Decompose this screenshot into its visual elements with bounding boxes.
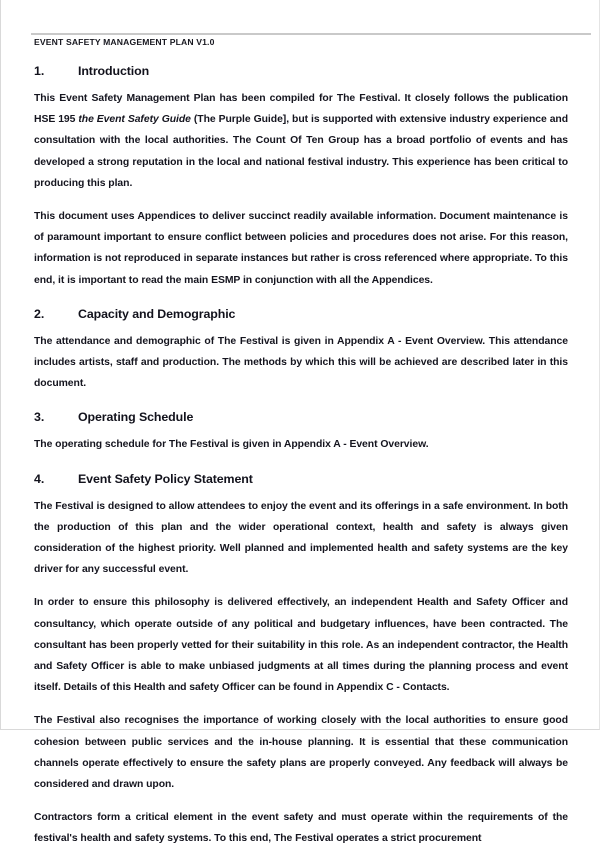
text-run: This Event Safety Management Plan has been compiled for The Festival. It closely follows the publication HSE 195 xyxy=(34,93,568,126)
paragraph-spacer xyxy=(34,795,568,807)
document-body xyxy=(34,62,568,850)
heading-spacer xyxy=(34,80,568,88)
section-heading xyxy=(34,408,568,426)
section-heading xyxy=(34,470,568,488)
section-heading xyxy=(34,62,568,80)
paragraph-spacer xyxy=(34,194,568,206)
section-title: Introduction xyxy=(78,64,150,78)
paragraph-spacer xyxy=(34,698,568,710)
text-run: Contractors form a critical element in the event safety and must operate within the requirements of the festival's health and safety systems. To this end, The Festival operates a strict procurement xyxy=(34,812,568,845)
body-paragraph xyxy=(34,88,568,194)
section-number: 4. xyxy=(34,471,45,486)
section-number: 3. xyxy=(34,410,45,425)
section-number: 2. xyxy=(34,306,45,321)
header-divider-rule xyxy=(31,33,591,35)
body-paragraph xyxy=(34,807,568,849)
body-paragraph xyxy=(34,710,568,795)
section-spacer xyxy=(34,394,568,408)
body-paragraph xyxy=(34,434,568,455)
text-run: The attendance and demographic of The Festival is given in Appendix A - Event Overview. This attendance includes artists, staff and production. The methods by which this will be achieved are described later in this document. xyxy=(34,335,568,390)
section-spacer xyxy=(34,456,568,470)
section-title: Operating Schedule xyxy=(78,410,194,425)
body-paragraph xyxy=(34,496,568,581)
section-heading xyxy=(34,305,568,323)
body-paragraph xyxy=(34,592,568,698)
heading-spacer xyxy=(34,488,568,496)
section-spacer xyxy=(34,291,568,305)
text-run: This document uses Appendices to deliver succinct readily available information. Document maintenance is of paramount important to ensure conflict between policies and procedures does not arise. For this reason, information is not reproduced in separate instances but rather is cross referenced where appropriate. To this end, it is important to read the main ESMP in conjunction with all the Appendices. xyxy=(34,211,568,286)
text-run: (The Purple Guide], but is supported with extensive industry experience and consultation with the local authorities. The Count Of Ten Group has a broad portfolio of events and has developed a strong reputation in the local and national festival industry. This experience has been critical to producing this plan. xyxy=(34,114,569,189)
section-number: 1. xyxy=(34,64,45,78)
text-run: The operating schedule for The Festival is given in Appendix A - Event Overview. xyxy=(34,439,429,451)
text-run: In order to ensure this philosophy is delivered effectively, an independent Health and Safety Officer and consultancy, which operate outside of any political and budgetary influences, have been contracted. The consultant has been properly vetted for their suitability in this role. As an independent contractor, the Health and Safety Officer is able to make unbiased judgments at all times during the planning process and event itself. Details of this Health and safety Officer can be found in Appendix C - Contacts. xyxy=(34,597,568,694)
heading-spacer xyxy=(34,323,568,331)
body-paragraph xyxy=(34,206,568,291)
text-run: The Festival also recognises the importance of working closely with the local authorities to ensure good cohesion between public services and the in-house planning. It is essential that these communication channels operate effectively to ensure the safety plans are properly conveyed. Any feedback will always be considered and drawn upon. xyxy=(34,715,568,791)
section-title: Event Safety Policy Statement xyxy=(78,471,253,486)
body-paragraph xyxy=(34,331,568,395)
text-run: The Festival is designed to allow attendees to enjoy the event and its offerings in a safe environment. In both the production of this plan and the wider operational context, health and safety is always given consideration of the highest priority. Well planned and implemented health and safety systems are the key driver for any successful event. xyxy=(34,500,568,576)
paragraph-spacer xyxy=(34,580,568,592)
heading-spacer xyxy=(34,426,568,434)
running-header: EVENT SAFETY MANAGEMENT PLAN V1.0 xyxy=(34,37,215,47)
section-title: Capacity and Demographic xyxy=(78,306,236,321)
italic-run: the Event Safety Guide xyxy=(78,114,191,126)
